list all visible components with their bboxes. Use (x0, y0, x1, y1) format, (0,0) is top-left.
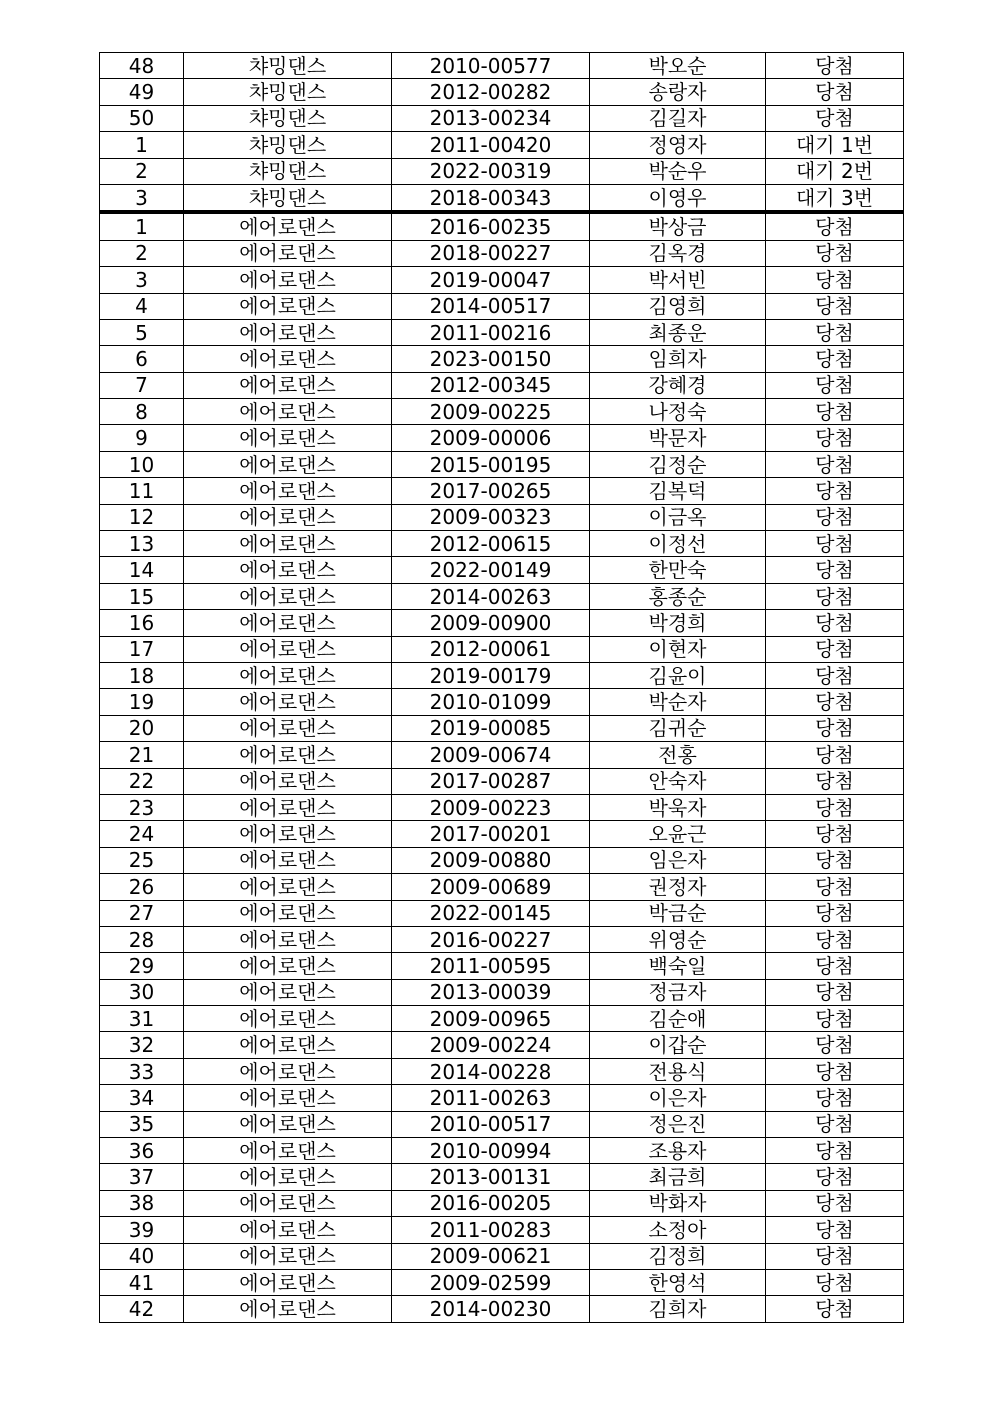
program-name-cell: 에어로댄스 (184, 1032, 392, 1058)
table-row (100, 821, 904, 847)
row-number-cell: 1 (100, 212, 184, 240)
table-row (100, 1164, 904, 1190)
program-name-cell: 챠밍댄스 (184, 105, 392, 131)
program-name-cell: 에어로댄스 (184, 1217, 392, 1243)
program-name-cell: 에어로댄스 (184, 267, 392, 293)
row-number-cell: 10 (100, 451, 184, 477)
draw-result-cell: 당첨 (766, 557, 904, 583)
member-name-cell: 김정희 (590, 1243, 766, 1269)
table-row (100, 715, 904, 741)
row-number-cell: 32 (100, 1032, 184, 1058)
member-id-cell: 2009-00689 (392, 874, 590, 900)
row-number-cell: 18 (100, 662, 184, 688)
table-row (100, 662, 904, 688)
draw-result-cell: 당첨 (766, 531, 904, 557)
member-id-cell: 2009-00965 (392, 1006, 590, 1032)
draw-result-cell: 당첨 (766, 267, 904, 293)
member-id-cell: 2022-00319 (392, 158, 590, 184)
row-number-cell: 13 (100, 531, 184, 557)
row-number-cell: 49 (100, 79, 184, 105)
draw-result-cell: 당첨 (766, 319, 904, 345)
member-id-cell: 2013-00039 (392, 979, 590, 1005)
draw-result-cell: 당첨 (766, 610, 904, 636)
table-row (100, 240, 904, 266)
program-name-cell: 에어로댄스 (184, 794, 392, 820)
program-name-cell: 에어로댄스 (184, 1138, 392, 1164)
member-name-cell: 안숙자 (590, 768, 766, 794)
table-row (100, 1217, 904, 1243)
member-id-cell: 2013-00234 (392, 105, 590, 131)
member-name-cell: 김정순 (590, 451, 766, 477)
draw-result-cell: 당첨 (766, 1217, 904, 1243)
program-name-cell: 챠밍댄스 (184, 184, 392, 212)
program-name-cell: 에어로댄스 (184, 478, 392, 504)
table-row (100, 768, 904, 794)
program-name-cell: 에어로댄스 (184, 346, 392, 372)
draw-result-cell: 당첨 (766, 212, 904, 240)
program-name-cell: 에어로댄스 (184, 451, 392, 477)
member-name-cell: 정은진 (590, 1111, 766, 1137)
draw-result-cell: 당첨 (766, 451, 904, 477)
program-name-cell: 에어로댄스 (184, 1085, 392, 1111)
member-id-cell: 2022-00145 (392, 900, 590, 926)
member-id-cell: 2011-00420 (392, 132, 590, 158)
member-id-cell: 2014-00517 (392, 293, 590, 319)
member-name-cell: 김귀순 (590, 715, 766, 741)
member-id-cell: 2016-00235 (392, 212, 590, 240)
row-number-cell: 1 (100, 132, 184, 158)
member-id-cell: 2011-00216 (392, 319, 590, 345)
member-name-cell: 전홍 (590, 742, 766, 768)
draw-result-cell: 당첨 (766, 425, 904, 451)
draw-result-cell: 당첨 (766, 346, 904, 372)
member-name-cell: 강혜경 (590, 372, 766, 398)
table-row (100, 1111, 904, 1137)
member-id-cell: 2019-00179 (392, 662, 590, 688)
table-row (100, 742, 904, 768)
row-number-cell: 2 (100, 158, 184, 184)
member-name-cell: 박상금 (590, 212, 766, 240)
row-number-cell: 2 (100, 240, 184, 266)
draw-result-cell: 당첨 (766, 293, 904, 319)
member-id-cell: 2009-00225 (392, 399, 590, 425)
row-number-cell: 39 (100, 1217, 184, 1243)
row-number-cell: 12 (100, 504, 184, 530)
member-name-cell: 최금희 (590, 1164, 766, 1190)
member-id-cell: 2009-00621 (392, 1243, 590, 1269)
draw-result-cell: 당첨 (766, 821, 904, 847)
program-name-cell: 에어로댄스 (184, 1269, 392, 1295)
member-name-cell: 박문자 (590, 425, 766, 451)
draw-result-cell: 당첨 (766, 1032, 904, 1058)
draw-result-cell: 대기 2번 (766, 158, 904, 184)
table-row (100, 478, 904, 504)
program-name-cell: 에어로댄스 (184, 1164, 392, 1190)
member-name-cell: 위영순 (590, 926, 766, 952)
program-name-cell: 에어로댄스 (184, 399, 392, 425)
table-row (100, 79, 904, 105)
row-number-cell: 14 (100, 557, 184, 583)
table-row (100, 636, 904, 662)
table-row (100, 1296, 904, 1322)
member-name-cell: 박서빈 (590, 267, 766, 293)
member-name-cell: 오윤근 (590, 821, 766, 847)
draw-result-cell: 당첨 (766, 105, 904, 131)
draw-result-cell: 당첨 (766, 847, 904, 873)
member-name-cell: 김영희 (590, 293, 766, 319)
draw-result-cell: 당첨 (766, 53, 904, 79)
program-name-cell: 에어로댄스 (184, 1006, 392, 1032)
member-name-cell: 박금순 (590, 900, 766, 926)
member-id-cell: 2014-00228 (392, 1058, 590, 1084)
program-name-cell: 에어로댄스 (184, 768, 392, 794)
member-id-cell: 2011-00283 (392, 1217, 590, 1243)
table-row (100, 184, 904, 212)
table-row (100, 1243, 904, 1269)
member-name-cell: 이정선 (590, 531, 766, 557)
program-name-cell: 챠밍댄스 (184, 53, 392, 79)
member-name-cell: 최종운 (590, 319, 766, 345)
row-number-cell: 31 (100, 1006, 184, 1032)
draw-result-cell: 당첨 (766, 504, 904, 530)
member-name-cell: 정금자 (590, 979, 766, 1005)
row-number-cell: 25 (100, 847, 184, 873)
table-row (100, 794, 904, 820)
member-id-cell: 2009-00674 (392, 742, 590, 768)
draw-result-cell: 당첨 (766, 953, 904, 979)
draw-result-cell: 당첨 (766, 979, 904, 1005)
member-id-cell: 2014-00230 (392, 1296, 590, 1322)
row-number-cell: 34 (100, 1085, 184, 1111)
member-id-cell: 2016-00205 (392, 1190, 590, 1216)
member-name-cell: 이갑순 (590, 1032, 766, 1058)
table-row (100, 557, 904, 583)
member-id-cell: 2011-00263 (392, 1085, 590, 1111)
draw-result-cell: 당첨 (766, 79, 904, 105)
draw-result-cell: 당첨 (766, 1164, 904, 1190)
table-row (100, 212, 904, 240)
row-number-cell: 23 (100, 794, 184, 820)
member-name-cell: 박순우 (590, 158, 766, 184)
member-id-cell: 2010-01099 (392, 689, 590, 715)
row-number-cell: 50 (100, 105, 184, 131)
draw-result-cell: 당첨 (766, 399, 904, 425)
row-number-cell: 40 (100, 1243, 184, 1269)
member-id-cell: 2009-00224 (392, 1032, 590, 1058)
member-id-cell: 2012-00061 (392, 636, 590, 662)
program-name-cell: 에어로댄스 (184, 1190, 392, 1216)
row-number-cell: 38 (100, 1190, 184, 1216)
program-name-cell: 에어로댄스 (184, 583, 392, 609)
program-name-cell: 챠밍댄스 (184, 79, 392, 105)
member-id-cell: 2017-00201 (392, 821, 590, 847)
draw-result-cell: 당첨 (766, 768, 904, 794)
program-name-cell: 에어로댄스 (184, 293, 392, 319)
member-name-cell: 홍종순 (590, 583, 766, 609)
table-row (100, 874, 904, 900)
table-row (100, 132, 904, 158)
table-row (100, 319, 904, 345)
draw-result-cell: 당첨 (766, 583, 904, 609)
member-name-cell: 이현자 (590, 636, 766, 662)
program-name-cell: 에어로댄스 (184, 425, 392, 451)
row-number-cell: 33 (100, 1058, 184, 1084)
member-name-cell: 정영자 (590, 132, 766, 158)
program-name-cell: 에어로댄스 (184, 557, 392, 583)
row-number-cell: 5 (100, 319, 184, 345)
member-name-cell: 한영석 (590, 1269, 766, 1295)
member-name-cell: 박오순 (590, 53, 766, 79)
member-id-cell: 2012-00345 (392, 372, 590, 398)
draw-result-cell: 당첨 (766, 662, 904, 688)
draw-result-cell: 당첨 (766, 689, 904, 715)
table-row (100, 504, 904, 530)
draw-result-cell: 당첨 (766, 1190, 904, 1216)
draw-result-cell: 당첨 (766, 1006, 904, 1032)
lottery-result-table (99, 52, 904, 1323)
draw-result-cell: 당첨 (766, 742, 904, 768)
member-name-cell: 김복덕 (590, 478, 766, 504)
row-number-cell: 3 (100, 267, 184, 293)
member-id-cell: 2009-02599 (392, 1269, 590, 1295)
program-name-cell: 에어로댄스 (184, 319, 392, 345)
row-number-cell: 7 (100, 372, 184, 398)
member-id-cell: 2013-00131 (392, 1164, 590, 1190)
member-name-cell: 김길자 (590, 105, 766, 131)
member-name-cell: 송랑자 (590, 79, 766, 105)
member-id-cell: 2018-00343 (392, 184, 590, 212)
table-row (100, 425, 904, 451)
table-row (100, 926, 904, 952)
program-name-cell: 에어로댄스 (184, 610, 392, 636)
table-row (100, 158, 904, 184)
row-number-cell: 15 (100, 583, 184, 609)
member-id-cell: 2019-00085 (392, 715, 590, 741)
program-name-cell: 에어로댄스 (184, 900, 392, 926)
row-number-cell: 6 (100, 346, 184, 372)
row-number-cell: 24 (100, 821, 184, 847)
member-name-cell: 김희자 (590, 1296, 766, 1322)
draw-result-cell: 당첨 (766, 1296, 904, 1322)
table-row (100, 267, 904, 293)
row-number-cell: 27 (100, 900, 184, 926)
row-number-cell: 48 (100, 53, 184, 79)
row-number-cell: 29 (100, 953, 184, 979)
program-name-cell: 에어로댄스 (184, 1058, 392, 1084)
program-name-cell: 에어로댄스 (184, 504, 392, 530)
row-number-cell: 37 (100, 1164, 184, 1190)
program-name-cell: 에어로댄스 (184, 662, 392, 688)
program-name-cell: 에어로댄스 (184, 742, 392, 768)
table-row (100, 105, 904, 131)
table-row (100, 1085, 904, 1111)
member-id-cell: 2012-00282 (392, 79, 590, 105)
table-row (100, 900, 904, 926)
draw-result-cell: 당첨 (766, 240, 904, 266)
program-name-cell: 에어로댄스 (184, 1243, 392, 1269)
member-name-cell: 이영우 (590, 184, 766, 212)
row-number-cell: 16 (100, 610, 184, 636)
member-id-cell: 2010-00994 (392, 1138, 590, 1164)
program-name-cell: 에어로댄스 (184, 715, 392, 741)
member-id-cell: 2009-00880 (392, 847, 590, 873)
program-name-cell: 챠밍댄스 (184, 132, 392, 158)
member-name-cell: 권정자 (590, 874, 766, 900)
member-id-cell: 2011-00595 (392, 953, 590, 979)
row-number-cell: 26 (100, 874, 184, 900)
program-name-cell: 챠밍댄스 (184, 158, 392, 184)
member-name-cell: 박순자 (590, 689, 766, 715)
row-number-cell: 36 (100, 1138, 184, 1164)
row-number-cell: 28 (100, 926, 184, 952)
draw-result-cell: 대기 3번 (766, 184, 904, 212)
member-id-cell: 2015-00195 (392, 451, 590, 477)
table-row (100, 847, 904, 873)
row-number-cell: 30 (100, 979, 184, 1005)
member-id-cell: 2010-00517 (392, 1111, 590, 1137)
member-name-cell: 임희자 (590, 346, 766, 372)
member-id-cell: 2014-00263 (392, 583, 590, 609)
table-row (100, 1058, 904, 1084)
member-id-cell: 2010-00577 (392, 53, 590, 79)
draw-result-cell: 당첨 (766, 636, 904, 662)
row-number-cell: 4 (100, 293, 184, 319)
member-name-cell: 김윤이 (590, 662, 766, 688)
draw-result-cell: 당첨 (766, 1138, 904, 1164)
program-name-cell: 에어로댄스 (184, 1296, 392, 1322)
program-name-cell: 에어로댄스 (184, 212, 392, 240)
table-row (100, 346, 904, 372)
table-row (100, 53, 904, 79)
program-name-cell: 에어로댄스 (184, 636, 392, 662)
row-number-cell: 11 (100, 478, 184, 504)
member-id-cell: 2009-00900 (392, 610, 590, 636)
table-row (100, 399, 904, 425)
program-name-cell: 에어로댄스 (184, 1111, 392, 1137)
program-name-cell: 에어로댄스 (184, 847, 392, 873)
program-name-cell: 에어로댄스 (184, 953, 392, 979)
row-number-cell: 35 (100, 1111, 184, 1137)
member-id-cell: 2017-00287 (392, 768, 590, 794)
draw-result-cell: 당첨 (766, 372, 904, 398)
program-name-cell: 에어로댄스 (184, 821, 392, 847)
row-number-cell: 21 (100, 742, 184, 768)
row-number-cell: 8 (100, 399, 184, 425)
row-number-cell: 19 (100, 689, 184, 715)
member-name-cell: 전용식 (590, 1058, 766, 1084)
table-row (100, 1269, 904, 1295)
draw-result-cell: 당첨 (766, 926, 904, 952)
row-number-cell: 20 (100, 715, 184, 741)
member-name-cell: 이금옥 (590, 504, 766, 530)
row-number-cell: 42 (100, 1296, 184, 1322)
program-name-cell: 에어로댄스 (184, 531, 392, 557)
row-number-cell: 9 (100, 425, 184, 451)
table-row (100, 953, 904, 979)
member-name-cell: 박욱자 (590, 794, 766, 820)
draw-result-cell: 당첨 (766, 1243, 904, 1269)
member-name-cell: 소정아 (590, 1217, 766, 1243)
draw-result-cell: 대기 1번 (766, 132, 904, 158)
table-row (100, 610, 904, 636)
row-number-cell: 22 (100, 768, 184, 794)
program-name-cell: 에어로댄스 (184, 689, 392, 715)
table-row (100, 979, 904, 1005)
draw-result-cell: 당첨 (766, 874, 904, 900)
draw-result-cell: 당첨 (766, 1269, 904, 1295)
draw-result-cell: 당첨 (766, 794, 904, 820)
table-row (100, 1032, 904, 1058)
member-id-cell: 2022-00149 (392, 557, 590, 583)
member-name-cell: 임은자 (590, 847, 766, 873)
member-id-cell: 2009-00006 (392, 425, 590, 451)
member-name-cell: 박경희 (590, 610, 766, 636)
table-row (100, 1190, 904, 1216)
member-id-cell: 2012-00615 (392, 531, 590, 557)
member-name-cell: 김옥경 (590, 240, 766, 266)
draw-result-cell: 당첨 (766, 900, 904, 926)
program-name-cell: 에어로댄스 (184, 926, 392, 952)
draw-result-cell: 당첨 (766, 1111, 904, 1137)
table-row (100, 293, 904, 319)
member-id-cell: 2019-00047 (392, 267, 590, 293)
table-row (100, 1006, 904, 1032)
member-name-cell: 백숙일 (590, 953, 766, 979)
member-id-cell: 2009-00323 (392, 504, 590, 530)
draw-result-cell: 당첨 (766, 715, 904, 741)
table-row (100, 372, 904, 398)
draw-result-cell: 당첨 (766, 478, 904, 504)
program-name-cell: 에어로댄스 (184, 372, 392, 398)
member-name-cell: 한만숙 (590, 557, 766, 583)
row-number-cell: 3 (100, 184, 184, 212)
row-number-cell: 17 (100, 636, 184, 662)
member-id-cell: 2009-00223 (392, 794, 590, 820)
member-name-cell: 박화자 (590, 1190, 766, 1216)
program-name-cell: 에어로댄스 (184, 240, 392, 266)
member-id-cell: 2018-00227 (392, 240, 590, 266)
table-row (100, 583, 904, 609)
table-row (100, 451, 904, 477)
table-row (100, 531, 904, 557)
member-id-cell: 2023-00150 (392, 346, 590, 372)
member-name-cell: 김순애 (590, 1006, 766, 1032)
program-name-cell: 에어로댄스 (184, 979, 392, 1005)
draw-result-cell: 당첨 (766, 1058, 904, 1084)
table-row (100, 1138, 904, 1164)
program-name-cell: 에어로댄스 (184, 874, 392, 900)
row-number-cell: 41 (100, 1269, 184, 1295)
member-name-cell: 조용자 (590, 1138, 766, 1164)
draw-result-cell: 당첨 (766, 1085, 904, 1111)
member-name-cell: 나정숙 (590, 399, 766, 425)
member-name-cell: 이은자 (590, 1085, 766, 1111)
member-id-cell: 2017-00265 (392, 478, 590, 504)
member-id-cell: 2016-00227 (392, 926, 590, 952)
table-row (100, 689, 904, 715)
lottery-result-body (100, 53, 904, 1323)
